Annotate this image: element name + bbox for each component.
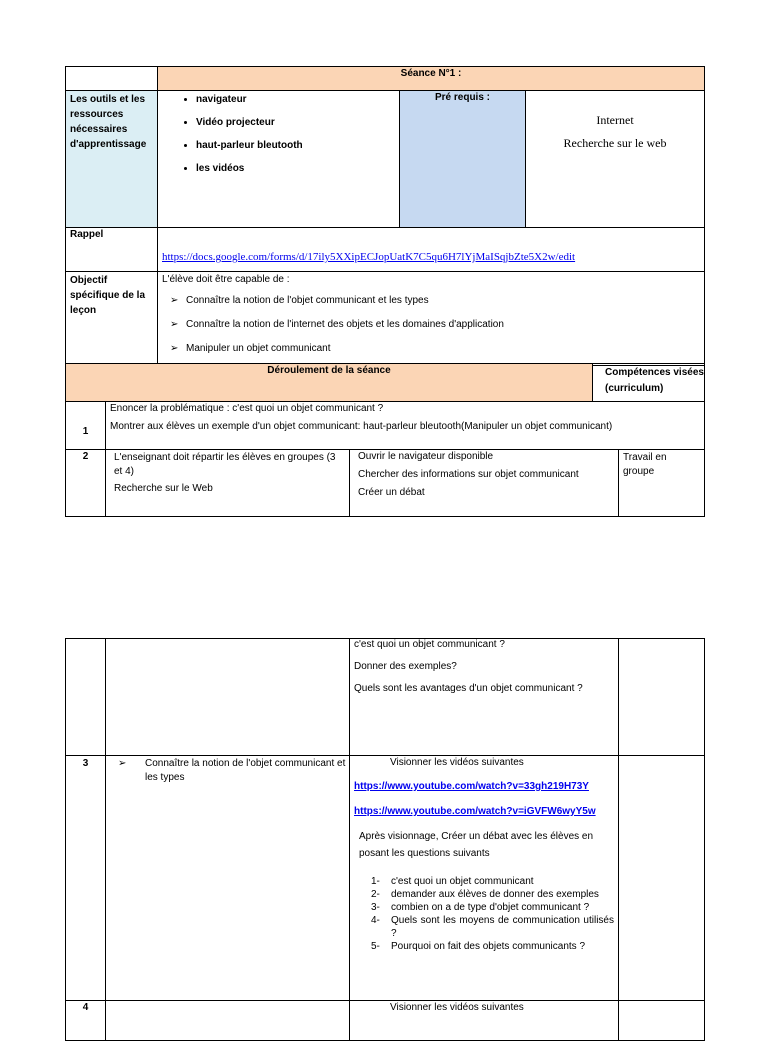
step-content [106, 756, 350, 1001]
objectif-list [158, 294, 704, 356]
outils-list-cell [158, 91, 400, 228]
step-row-2 [65, 449, 705, 517]
rappel-cell [158, 228, 705, 272]
arrow-icon: ➢ [170, 319, 179, 330]
videos-cell: Visionner les vidéos suivantes [350, 1001, 619, 1041]
list-item: • les vidéos [196, 162, 399, 175]
list-item: ➢ Connaître la notion de l'objet communicant et les types [170, 295, 429, 306]
list-item: 2- demander aux élèves de donner des exemples [371, 889, 599, 900]
arrow-icon: ➢ [118, 758, 127, 769]
list-item: ➢ Manipuler un objet communicant [170, 343, 331, 354]
prerequis-values: Internet Recherche sur le web [526, 91, 705, 228]
list-item: • Vidéo projecteur [196, 116, 399, 129]
rappel-label: Rappel [66, 228, 158, 272]
video-link[interactable]: https://www.youtube.com/watch?v=33gh219H73Y [354, 781, 589, 792]
step-number: 2 [66, 450, 106, 517]
empty-cell [106, 1001, 350, 1041]
empty-cell [66, 67, 158, 91]
questions-cell: c'est quoi un objet communicant ? Donner des exemples? Quels sont les avantages d'un objet communicant ? [350, 639, 619, 756]
deroulement-header [65, 363, 705, 402]
step-activities: Ouvrir le navigateur disponible Chercher des informations sur objet communicant Créer un débat [350, 450, 619, 517]
seance-title: Séance N°1 : [158, 67, 705, 91]
empty-cell [619, 639, 705, 756]
deroulement-label: Déroulement de la séance [66, 364, 593, 402]
list-item: • navigateur [196, 93, 399, 106]
list-item: 3- combien on a de type d'objet communicant ? [371, 902, 590, 913]
objectif-intro: L'élève doit être capable de : [162, 274, 290, 285]
empty-cell [619, 1001, 705, 1041]
step-row-1 [65, 401, 705, 450]
list-item: 5- Pourquoi on fait des objets communicants ? [371, 941, 585, 952]
objectif-label: Objectif spécifique de la leçon [66, 272, 158, 366]
video-link[interactable]: https://www.youtube.com/watch?v=iGVFW6wyY5w [354, 806, 596, 817]
list-item: 1- c'est quoi un objet communicant [371, 876, 534, 887]
rappel-link[interactable]: https://docs.google.com/forms/d/17ily5XXipECJopUatK7C5qu6H7lYjMaISqjbZte5X2w/edit [162, 251, 576, 263]
videos-cell: Visionner les vidéos suivantes https://www.youtube.com/watch?v=33gh219H73Y https://www.youtube.com/watch?v=iGVFW6wyY5w Après visionnage, Créer un débat avec les élèves en posant les questions suivants 1- c'est quoi un objet communicant 2- demander aux élèves de donner des exemples 3- combien on a de type d'objet communicant ? 4- Quels sont les moyens de communication utilisés ? 5- Pourquoi on fait des objets communicants ? [350, 756, 619, 1001]
arrow-icon: ➢ [170, 343, 179, 354]
list-item: 4- Quels sont les moyens de communication utilisés ? [371, 915, 614, 939]
outils-label: Les outils et les ressources nécessaires d'apprentissage [66, 91, 158, 228]
questions-list [350, 862, 618, 953]
arrow-icon: ➢ [170, 295, 179, 306]
empty-cell [66, 639, 106, 756]
step-content: L'enseignant doit répartir les élèves en groupes (3 et 4) Recherche sur le Web [106, 450, 350, 517]
step-number: 4 [66, 1001, 106, 1041]
empty-cell [619, 756, 705, 1001]
competences-label: Compétences visées (curriculum) [593, 364, 705, 402]
step-competence: Travail en groupe [619, 450, 705, 517]
lesson-plan-table-1 [65, 66, 705, 366]
prerequis-label: Pré requis : [400, 91, 526, 228]
outils-list [158, 91, 399, 175]
step-content: Enoncer la problématique : c'est quoi un objet communicant ? Montrer aux élèves un exemple d'un objet communicant: haut-parleur bleutooth(Manipuler un objet communicant) [106, 402, 705, 450]
lesson-plan-table-2 [65, 638, 705, 1041]
step-number: 3 [66, 756, 106, 1001]
empty-cell [106, 639, 350, 756]
objectif-cell [158, 272, 705, 366]
list-item: ➢ Connaître la notion de l'internet des objets et les domaines d'application [170, 319, 504, 330]
list-item: • haut-parleur bleutooth [196, 139, 399, 152]
step-number: 1 [66, 402, 106, 450]
list-item: ➢ Connaître la notion de l'objet communicant et les types [118, 758, 346, 783]
